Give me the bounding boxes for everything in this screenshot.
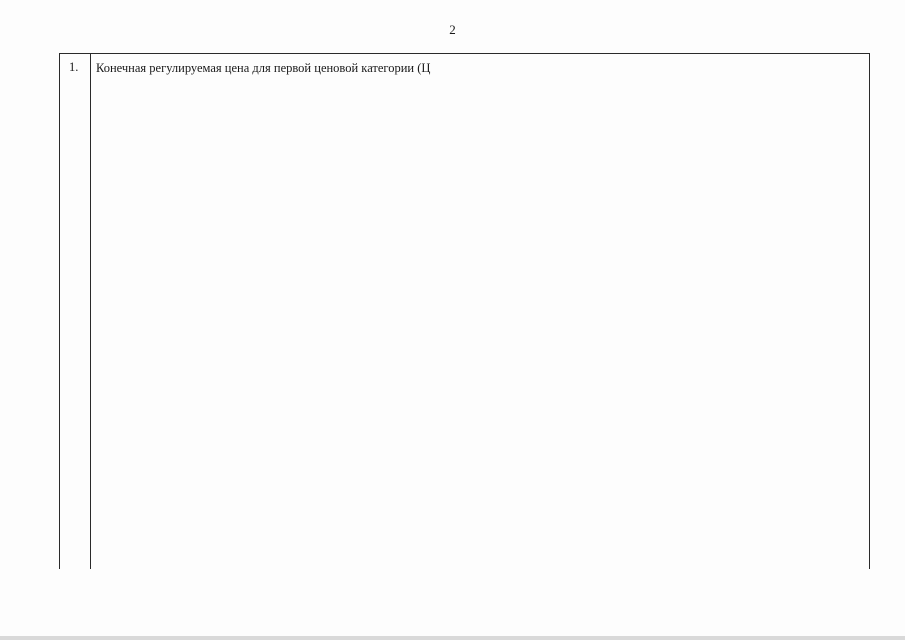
number-column-border [90,53,91,569]
row-title [96,62,430,75]
row-title-text: Конечная регулируемая цена для первой ценовой категории (Ц [96,61,431,75]
row-border [59,53,869,54]
table-right-border [869,53,870,569]
page-number: 2 [449,22,456,37]
scan-edge [0,636,905,640]
row-number: 1. [69,60,79,74]
table-left-border [59,53,60,569]
